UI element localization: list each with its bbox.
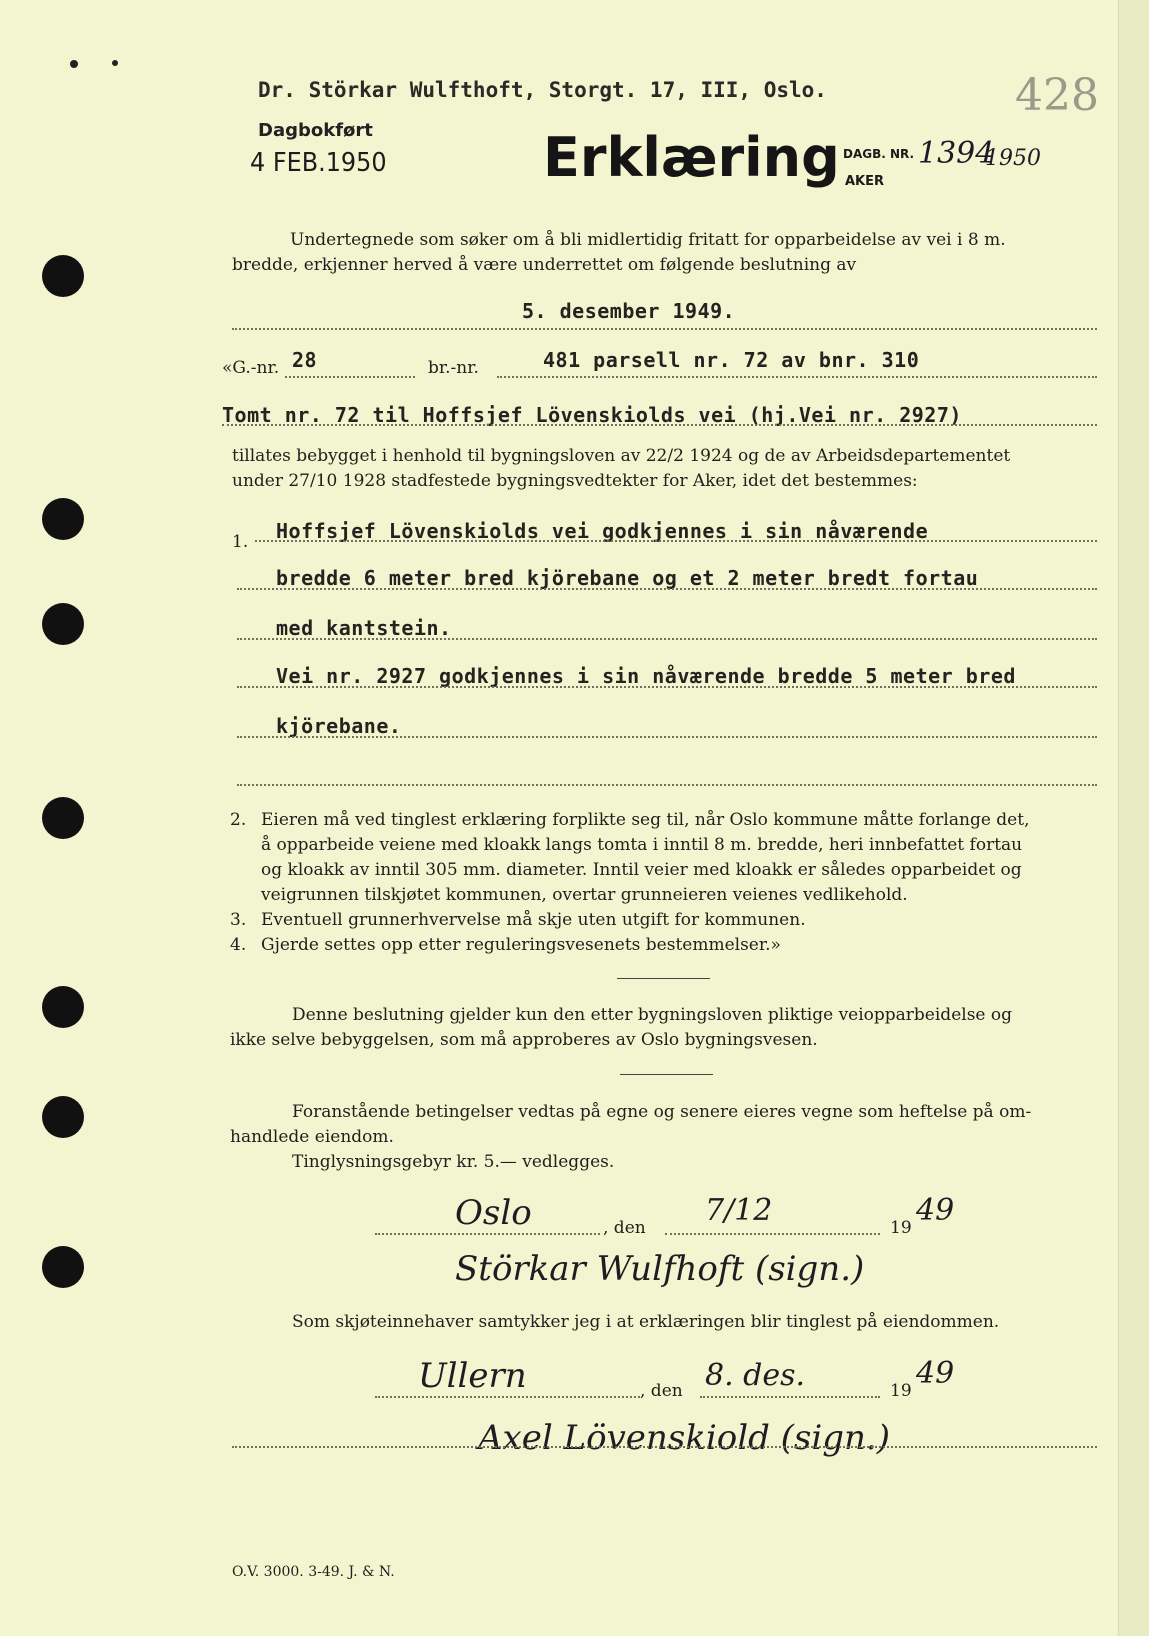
signature-2-place: Ullern [418, 1356, 527, 1396]
received-stamp-label: Dagbokført [258, 120, 373, 141]
signature-1-name: Störkar Wulfhoft (sign.) [455, 1249, 865, 1289]
item-1-number: 1. [232, 532, 249, 552]
punch-hole [42, 1096, 84, 1138]
dotted-line [237, 588, 1097, 590]
mark-dot [112, 60, 118, 66]
document-title: Erklæring [543, 126, 840, 189]
item-2-line-1: Eieren må ved tinglest erklæring forplikte seg til, når Oslo kommune måtte forlange det, [261, 810, 1030, 830]
item-2-line-4: veigrunnen tilskjøtet kommunen, overtar grunneieren veienes vedlikehold. [261, 885, 908, 905]
dotted-line [237, 736, 1097, 738]
item-1-line-5: kjörebane. [276, 714, 402, 738]
dotted-line [285, 376, 415, 378]
decision-date: 5. desember 1949. [522, 299, 736, 323]
punch-hole [42, 986, 84, 1028]
dotted-line [232, 328, 1097, 330]
item-2-line-3: og kloakk av inntil 305 mm. diameter. Inntil veier med kloakk er således opparbeidet og [261, 860, 1022, 880]
received-stamp-date: 4 FEB.1950 [250, 148, 387, 178]
gnr-value: 28 [292, 348, 318, 372]
mark-dot [70, 60, 78, 68]
item-3-text: Eventuell grunnerhvervelse må skje uten utgift for kommunen. [261, 910, 806, 930]
signature-1-date: 7/12 [705, 1193, 773, 1228]
signature-2-date: 8. des. [705, 1358, 806, 1393]
signature-2-year-suffix: 49 [916, 1356, 955, 1391]
punch-hole [42, 1246, 84, 1288]
aker-label: AKER [845, 174, 885, 189]
punch-hole [42, 797, 84, 839]
consent-text: Som skjøteinnehaver samtykker jeg i at erklæringen blir tinglest på eiendommen. [292, 1312, 1000, 1332]
dotted-line [237, 638, 1097, 640]
tomt-line: Tomt nr. 72 til Hoffsjef Lövenskiolds vei (hj.Vei nr. 2927) [222, 403, 962, 427]
item-2-line-2: å opparbeide veiene med kloakk langs tomta i inntil 8 m. bredde, heri innbefattet fortau [261, 835, 1023, 855]
punch-hole [42, 498, 84, 540]
item-4-number: 4. [230, 935, 247, 955]
terms-line-2: handlede eiendom. [230, 1127, 394, 1147]
intro-line-1: Undertegnede som søker om å bli midlertidig fritatt for opparbeidelse av vei i 8 m. [290, 230, 1006, 250]
terms-line-3: Tinglysningsgebyr kr. 5.— vedlegges. [292, 1152, 615, 1172]
dotted-line [700, 1396, 880, 1398]
intro-line-2: bredde, erkjenner herved å være underrettet om følgende beslutning av [232, 255, 857, 275]
permit-line-2: under 27/10 1928 stadfestede bygningsvedtekter for Aker, idet det bestemmes: [232, 471, 918, 491]
dotted-line [665, 1233, 880, 1235]
dagb-year: 1950 [985, 146, 1041, 171]
item-1-line-4: Vei nr. 2927 godkjennes i sin nåværende bredde 5 meter bred [276, 664, 1016, 688]
item-1-line-3: med kantstein. [276, 616, 452, 640]
item-2-number: 2. [230, 810, 247, 830]
dotted-line [237, 784, 1097, 786]
punch-hole [42, 603, 84, 645]
signature-1-place: Oslo [455, 1193, 532, 1233]
item-1-line-2: bredde 6 meter bred kjörebane og et 2 meter bredt fortau [276, 566, 979, 590]
dotted-line [232, 1446, 1097, 1448]
signature-1-year-prefix: 19 [890, 1218, 912, 1238]
page-number: 428 [1015, 70, 1099, 121]
signature-2-den-label: , den [640, 1381, 683, 1401]
permit-line-1: tillates bebygget i henhold til bygningsloven av 22/2 1924 og de av Arbeidsdepartementet [232, 446, 1011, 466]
dotted-line [375, 1233, 600, 1235]
issuer-line: Dr. Störkar Wulfthoft, Storgt. 17, III, Oslo. [258, 78, 827, 102]
dotted-line [497, 376, 1097, 378]
print-code-footer: O.V. 3000. 3-49. J. & N. [232, 1564, 395, 1580]
signature-2-year-prefix: 19 [890, 1381, 912, 1401]
item-1-line-1: Hoffsjef Lövenskiolds vei godkjennes i sin nåværende [276, 519, 929, 543]
dagb-number: 1394 [918, 136, 995, 171]
bnr-label: br.-nr. [428, 358, 479, 378]
terms-line-1: Foranstående betingelser vedtas på egne og senere eieres vegne som heftelse på om- [292, 1102, 1032, 1122]
note-line-2: ikke selve bebyggelsen, som må approberes av Oslo bygningsvesen. [230, 1030, 818, 1050]
gnr-label: «G.-nr. [222, 358, 280, 378]
separator-line [620, 1074, 713, 1075]
dagb-label: DAGB. NR. [843, 147, 915, 161]
signature-1-den-label: , den [603, 1218, 646, 1238]
separator-line [617, 978, 710, 979]
page-fold-edge [1118, 0, 1149, 1636]
dotted-line [222, 424, 1097, 426]
note-line-1: Denne beslutning gjelder kun den etter bygningsloven pliktige veiopparbeidelse og [292, 1005, 1012, 1025]
punch-hole [42, 255, 84, 297]
bnr-value: 481 parsell nr. 72 av bnr. 310 [543, 348, 920, 372]
signature-2-name: Axel Lövenskiold (sign.) [478, 1418, 890, 1458]
dotted-line [255, 540, 1097, 542]
dotted-line [375, 1396, 640, 1398]
signature-1-year-suffix: 49 [916, 1193, 955, 1228]
item-4-text: Gjerde settes opp etter reguleringsvesenets bestemmelser.» [261, 935, 781, 955]
item-3-number: 3. [230, 910, 247, 930]
dotted-line [237, 686, 1097, 688]
